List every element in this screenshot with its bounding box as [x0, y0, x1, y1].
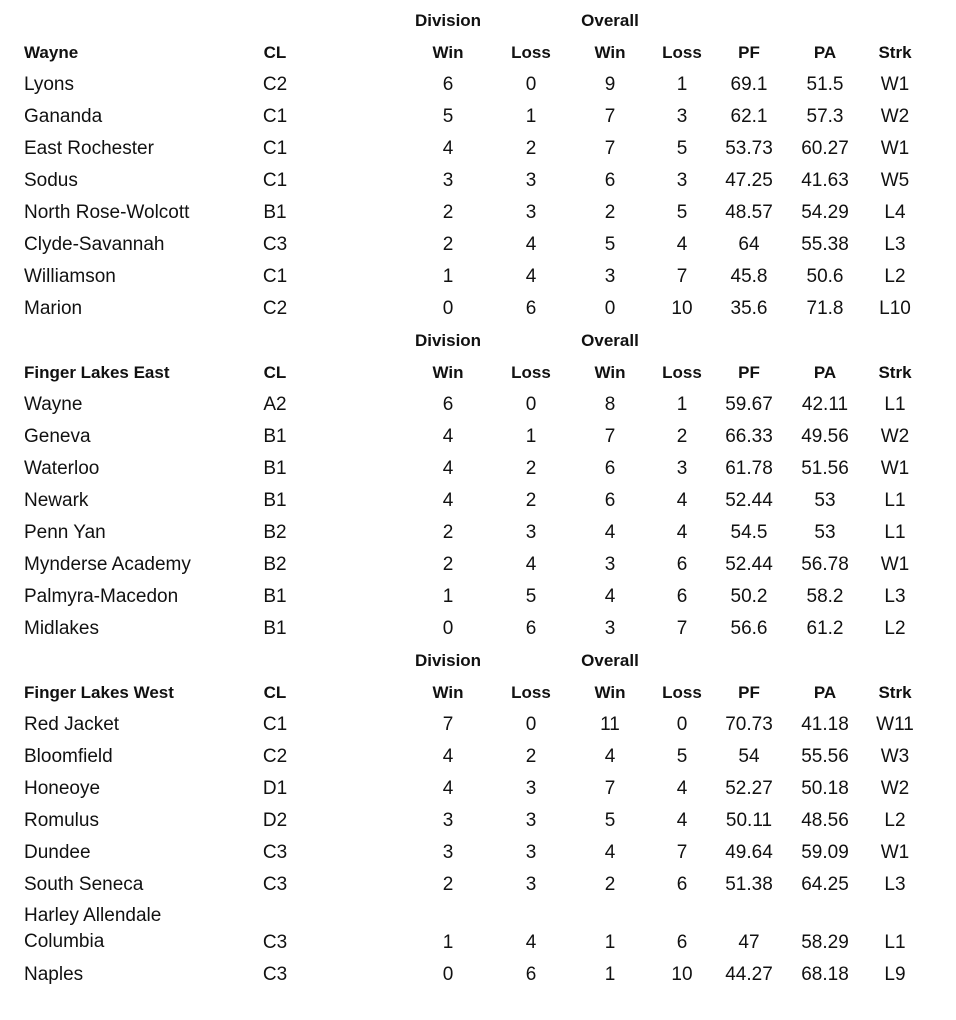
overall-wins: 7 [604, 106, 616, 127]
team-class: B1 [263, 458, 287, 479]
streak: L3 [884, 874, 906, 895]
overall-loss-header: Loss [662, 683, 702, 702]
overall-wins: 0 [604, 298, 616, 319]
overall-losses: 1 [676, 394, 688, 415]
points-against: 50.6 [806, 266, 844, 287]
team-class: B1 [263, 490, 287, 511]
team-class: A2 [263, 394, 287, 415]
pf-header: PF [738, 683, 760, 702]
points-against: 54.29 [801, 202, 849, 223]
points-against: 50.18 [801, 778, 849, 799]
overall-losses: 6 [676, 874, 688, 895]
team-name: Midlakes [24, 618, 99, 639]
points-for: 53.73 [725, 138, 773, 159]
points-against: 53 [814, 522, 836, 543]
team-name: Palmyra-Macedon [24, 586, 179, 607]
team-name: Dundee [24, 842, 91, 863]
points-for: 61.78 [725, 458, 773, 479]
points-for: 66.33 [725, 426, 773, 447]
team-name: Mynderse Academy [24, 554, 191, 575]
team-class: C1 [262, 170, 288, 191]
division-loss-header: Loss [511, 43, 551, 62]
team-row [0, 485, 956, 517]
streak: W1 [880, 554, 910, 575]
division-wins: 2 [442, 234, 454, 255]
overall-wins: 11 [600, 714, 620, 735]
points-against: 68.18 [801, 964, 849, 985]
team-name: East Rochester [24, 138, 154, 159]
overall-losses: 6 [676, 586, 688, 607]
division-losses: 1 [525, 106, 537, 127]
division-wins: 5 [442, 106, 454, 127]
team-row [0, 517, 956, 549]
division-losses: 2 [525, 746, 537, 767]
team-class: B1 [263, 426, 287, 447]
overall-losses: 3 [676, 458, 688, 479]
team-row [0, 959, 956, 993]
team-name: Marion [24, 298, 83, 319]
team-row [0, 613, 956, 645]
cl-header: CL [263, 43, 287, 62]
streak: W2 [880, 426, 910, 447]
division-wins: 3 [442, 842, 454, 863]
overall-losses: 6 [676, 554, 688, 575]
team-name: Clyde-Savannah [24, 234, 165, 255]
team-class: C2 [262, 74, 288, 95]
overall-group-label: Overall [581, 11, 639, 30]
overall-wins: 4 [604, 586, 616, 607]
division-wins: 0 [442, 618, 454, 639]
column-header-row [0, 677, 956, 709]
overall-losses: 4 [676, 490, 688, 511]
team-row [0, 261, 956, 293]
division-losses: 2 [525, 138, 537, 159]
overall-wins: 6 [604, 458, 616, 479]
points-against: 41.18 [801, 714, 849, 735]
section-title: Finger Lakes East [24, 363, 170, 382]
team-name: Newark [24, 490, 89, 511]
overall-wins: 6 [604, 490, 616, 511]
points-against: 49.56 [801, 426, 849, 447]
team-row [0, 773, 956, 805]
division-losses: 2 [525, 490, 537, 511]
streak: L9 [884, 964, 906, 985]
points-for: 49.64 [725, 842, 773, 863]
overall-losses: 1 [676, 74, 688, 95]
overall-losses: 0 [676, 714, 688, 735]
team-row [0, 709, 956, 741]
division-group-label: Division [414, 651, 482, 670]
cl-header: CL [263, 683, 287, 702]
overall-losses: 4 [676, 522, 688, 543]
overall-losses: 7 [676, 266, 688, 287]
overall-win-header: Win [594, 363, 626, 382]
overall-wins: 7 [604, 426, 616, 447]
pf-header: PF [738, 363, 760, 382]
streak: L1 [884, 932, 906, 953]
overall-wins: 7 [604, 138, 616, 159]
points-against: 58.2 [806, 586, 844, 607]
points-for: 51.38 [725, 874, 773, 895]
overall-losses: 7 [676, 842, 688, 863]
overall-losses: 4 [676, 234, 688, 255]
overall-win-header: Win [594, 683, 626, 702]
points-against: 53 [814, 490, 836, 511]
points-for: 59.67 [725, 394, 773, 415]
division-wins: 7 [442, 714, 454, 735]
points-for: 54 [738, 746, 760, 767]
overall-losses: 4 [676, 810, 688, 831]
team-class: B1 [263, 202, 287, 223]
team-row [0, 229, 956, 261]
pa-header: PA [813, 683, 837, 702]
team-class: C3 [262, 234, 288, 255]
points-against: 48.56 [801, 810, 849, 831]
points-for: 64 [738, 234, 760, 255]
overall-wins: 4 [604, 842, 616, 863]
points-against: 51.56 [801, 458, 849, 479]
points-against: 71.8 [806, 298, 844, 319]
points-for: 52.27 [725, 778, 773, 799]
division-wins: 4 [442, 490, 454, 511]
overall-losses: 5 [676, 202, 688, 223]
overall-wins: 6 [604, 170, 616, 191]
streak: W3 [880, 746, 910, 767]
streak: W5 [880, 170, 910, 191]
division-wins: 2 [442, 554, 454, 575]
streak: L1 [884, 394, 906, 415]
division-wins: 4 [442, 426, 454, 447]
team-name: Naples [24, 964, 84, 985]
points-for: 56.6 [730, 618, 768, 639]
points-for: 47 [738, 932, 760, 953]
overall-losses: 3 [676, 170, 688, 191]
points-for: 45.8 [730, 266, 768, 287]
streak: L10 [879, 298, 911, 319]
team-class: C3 [262, 842, 288, 863]
division-losses: 4 [525, 932, 537, 953]
team-class: B1 [263, 586, 287, 607]
overall-wins: 5 [604, 810, 616, 831]
streak: L2 [884, 810, 906, 831]
division-losses: 2 [525, 458, 537, 479]
points-against: 56.78 [801, 554, 849, 575]
column-header-row [0, 357, 956, 389]
division-wins: 2 [442, 522, 454, 543]
overall-group-label: Overall [581, 331, 639, 350]
division-losses: 6 [525, 298, 537, 319]
section-title: Finger Lakes West [24, 683, 174, 702]
streak: W2 [880, 106, 910, 127]
team-name: Wayne [24, 394, 83, 415]
overall-wins: 7 [604, 778, 616, 799]
team-class: B2 [263, 522, 287, 543]
division-wins: 0 [442, 298, 454, 319]
overall-losses: 10 [671, 298, 693, 319]
streak: W1 [880, 458, 910, 479]
points-for: 47.25 [725, 170, 773, 191]
team-class: C3 [262, 932, 288, 953]
division-win-header: Win [432, 683, 464, 702]
streak: W11 [876, 714, 914, 735]
team-row [0, 133, 956, 165]
points-against: 51.5 [806, 74, 844, 95]
team-class: B1 [263, 618, 287, 639]
points-for: 54.5 [730, 522, 768, 543]
team-name: Bloomfield [24, 746, 113, 767]
division-wins: 4 [442, 458, 454, 479]
division-losses: 3 [525, 842, 537, 863]
points-for: 70.73 [725, 714, 773, 735]
overall-wins: 1 [604, 932, 616, 953]
division-losses: 6 [525, 618, 537, 639]
division-losses: 4 [525, 234, 537, 255]
team-row [0, 101, 956, 133]
streak-header: Strk [878, 363, 912, 382]
overall-losses: 10 [671, 964, 693, 985]
pf-header: PF [738, 43, 760, 62]
overall-group-label: Overall [581, 651, 639, 670]
division-losses: 3 [525, 202, 537, 223]
streak: L2 [884, 618, 906, 639]
division-wins: 1 [442, 586, 454, 607]
overall-losses: 3 [676, 106, 688, 127]
team-class: C3 [262, 874, 288, 895]
division-wins: 0 [442, 964, 454, 985]
group-header-row [0, 325, 956, 357]
team-row [0, 165, 956, 197]
team-row [0, 741, 956, 773]
overall-wins: 8 [604, 394, 616, 415]
team-row [0, 901, 956, 959]
team-name: Romulus [24, 810, 99, 831]
division-losses: 3 [525, 170, 537, 191]
division-win-header: Win [432, 43, 464, 62]
points-against: 55.38 [801, 234, 849, 255]
pa-header: PA [813, 43, 837, 62]
overall-wins: 4 [604, 746, 616, 767]
overall-loss-header: Loss [662, 43, 702, 62]
team-name: Harley Allendale Columbia [24, 905, 162, 952]
points-against: 59.09 [801, 842, 849, 863]
team-class: C1 [262, 106, 288, 127]
points-against: 58.29 [801, 932, 849, 953]
streak: W2 [880, 778, 910, 799]
team-class: B2 [263, 554, 287, 575]
team-class: D2 [262, 810, 288, 831]
division-wins: 6 [442, 74, 454, 95]
division-losses: 4 [525, 266, 537, 287]
team-name: Penn Yan [24, 522, 106, 543]
group-header-row [0, 5, 956, 37]
streak: W1 [880, 74, 910, 95]
division-losses: 5 [525, 586, 537, 607]
division-wins: 3 [442, 810, 454, 831]
overall-losses: 5 [676, 138, 688, 159]
streak: W1 [880, 138, 910, 159]
division-losses: 4 [525, 554, 537, 575]
points-against: 42.11 [801, 394, 849, 415]
points-for: 52.44 [725, 490, 773, 511]
division-losses: 6 [525, 964, 537, 985]
division-losses: 3 [525, 810, 537, 831]
division-wins: 1 [442, 266, 454, 287]
team-name: Honeoye [24, 778, 101, 799]
streak: L2 [884, 266, 906, 287]
division-loss-header: Loss [511, 363, 551, 382]
streak: W1 [880, 842, 910, 863]
division-losses: 1 [525, 426, 537, 447]
division-wins: 4 [442, 778, 454, 799]
division-group-label: Division [414, 331, 482, 350]
team-name: Sodus [24, 170, 78, 191]
division-wins: 2 [442, 202, 454, 223]
division-wins: 4 [442, 746, 454, 767]
overall-wins: 5 [604, 234, 616, 255]
points-for: 50.2 [730, 586, 768, 607]
points-for: 50.11 [725, 810, 773, 831]
team-class: C1 [262, 714, 288, 735]
overall-losses: 2 [676, 426, 688, 447]
team-row [0, 453, 956, 485]
overall-wins: 3 [604, 266, 616, 287]
points-against: 64.25 [801, 874, 849, 895]
overall-win-header: Win [594, 43, 626, 62]
team-name: Lyons [24, 74, 74, 95]
division-losses: 0 [525, 394, 537, 415]
team-class: C2 [262, 746, 288, 767]
team-class: D1 [262, 778, 288, 799]
overall-losses: 5 [676, 746, 688, 767]
division-wins: 3 [442, 170, 454, 191]
points-for: 69.1 [730, 74, 768, 95]
team-name: Geneva [24, 426, 91, 447]
division-wins: 1 [442, 932, 454, 953]
points-for: 44.27 [725, 964, 773, 985]
team-class: C2 [262, 298, 288, 319]
points-for: 62.1 [730, 106, 768, 127]
team-name: Williamson [24, 266, 116, 287]
team-row [0, 69, 956, 101]
division-losses: 0 [525, 74, 537, 95]
points-for: 48.57 [725, 202, 773, 223]
team-name: Red Jacket [24, 714, 120, 735]
team-row [0, 805, 956, 837]
points-against: 60.27 [801, 138, 849, 159]
team-name: South Seneca [24, 874, 144, 895]
team-name: North Rose-Wolcott [24, 202, 190, 223]
points-against: 57.3 [806, 106, 844, 127]
streak-header: Strk [878, 43, 912, 62]
division-loss-header: Loss [511, 683, 551, 702]
team-name: Waterloo [24, 458, 100, 479]
overall-wins: 2 [604, 874, 616, 895]
points-against: 61.2 [806, 618, 844, 639]
division-losses: 3 [525, 874, 537, 895]
division-wins: 2 [442, 874, 454, 895]
team-row [0, 837, 956, 869]
overall-wins: 1 [604, 964, 616, 985]
team-class: C1 [262, 266, 288, 287]
overall-wins: 9 [604, 74, 616, 95]
team-row [0, 869, 956, 901]
overall-losses: 4 [676, 778, 688, 799]
team-row [0, 581, 956, 613]
streak: L3 [884, 586, 906, 607]
division-group-label: Division [414, 11, 482, 30]
group-header-row [0, 645, 956, 677]
division-losses: 3 [525, 522, 537, 543]
overall-loss-header: Loss [662, 363, 702, 382]
team-row [0, 293, 956, 325]
streak: L1 [884, 490, 906, 511]
streak: L1 [884, 522, 906, 543]
division-wins: 6 [442, 394, 454, 415]
team-row [0, 197, 956, 229]
streak: L3 [884, 234, 906, 255]
team-name: Gananda [24, 106, 103, 127]
pa-header: PA [813, 363, 837, 382]
cl-header: CL [263, 363, 287, 382]
team-row [0, 389, 956, 421]
overall-wins: 2 [604, 202, 616, 223]
division-losses: 3 [525, 778, 537, 799]
streak-header: Strk [878, 683, 912, 702]
team-row [0, 549, 956, 581]
overall-losses: 6 [676, 932, 688, 953]
overall-wins: 4 [604, 522, 616, 543]
streak: L4 [884, 202, 906, 223]
points-for: 52.44 [725, 554, 773, 575]
section-title: Wayne [24, 43, 79, 62]
points-against: 55.56 [801, 746, 849, 767]
points-against: 41.63 [801, 170, 849, 191]
points-for: 35.6 [730, 298, 768, 319]
overall-wins: 3 [604, 618, 616, 639]
team-class: C1 [262, 138, 288, 159]
division-wins: 4 [442, 138, 454, 159]
overall-losses: 7 [676, 618, 688, 639]
overall-wins: 3 [604, 554, 616, 575]
team-class: C3 [262, 964, 288, 985]
column-header-row [0, 37, 956, 69]
team-row [0, 421, 956, 453]
division-losses: 0 [525, 714, 537, 735]
division-win-header: Win [432, 363, 464, 382]
